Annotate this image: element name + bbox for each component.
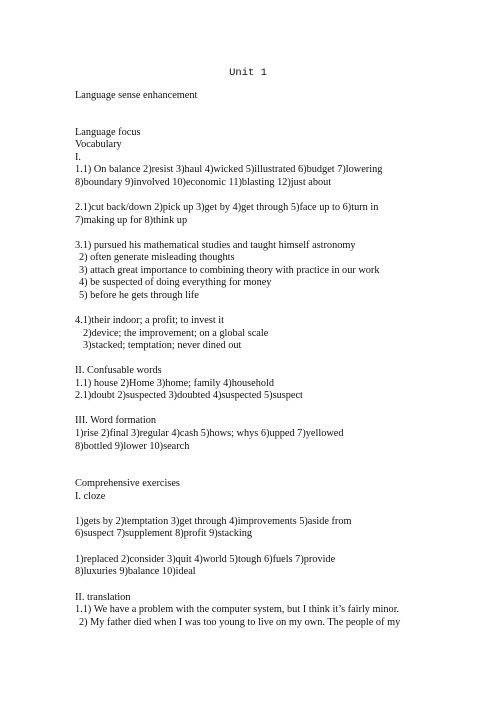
exercise-number: I. xyxy=(75,152,82,163)
answer-line: 1)replaced 2)consider 3)quit 4)world 5)tough 6)fuels 7)provide xyxy=(75,554,336,565)
answer-line: 8)bottled 9)lower 10)search xyxy=(75,441,190,452)
section-heading-language-sense: Language sense enhancement xyxy=(75,90,198,101)
answer-line: 3)stacked; temptation; never dined out xyxy=(83,340,242,351)
answer-line: 2)device; the improvement; on a global scale xyxy=(83,328,269,339)
answer-line: 6)suspect 7)supplement 8)profit 9)stacking xyxy=(75,528,253,539)
answer-line: 4.1)their indoor; a profit; to invest it xyxy=(75,315,224,326)
answer-line: 8)luxuries 9)balance 10)ideal xyxy=(75,566,196,577)
answer-line: 3.1) pursued his mathematical studies and taught himself astronomy xyxy=(75,240,356,251)
answer-line: 7)making up for 8)think up xyxy=(75,215,188,226)
subheading-cloze: I. cloze xyxy=(75,491,106,502)
subheading-translation: II. translation xyxy=(75,592,131,603)
answer-line: 2) My father died when I was too young to live on my own. The people of my xyxy=(79,617,401,628)
answer-line: 2) often generate misleading thoughts xyxy=(79,252,235,263)
answer-line: 4) be suspected of doing everything for money xyxy=(79,277,272,288)
answer-line: 1.1) We have a problem with the computer system, but I think it’s fairly minor. xyxy=(75,604,400,615)
answer-line: 5) before he gets through life xyxy=(79,290,199,301)
answer-line: 2.1)doubt 2)suspected 3)doubted 4)suspected 5)suspect xyxy=(75,390,303,401)
subheading-vocabulary: Vocabulary xyxy=(75,139,122,150)
answer-line: 1)rise 2)final 3)regular 4)cash 5)hows; whys 6)upped 7)yellowed xyxy=(75,428,344,439)
answer-line: 3) attach great importance to combining theory with practice in our work xyxy=(79,265,380,276)
answer-line: 8)boundary 9)involved 10)economic 11)blasting 12)just about xyxy=(75,177,332,188)
page-title: Unit 1 xyxy=(229,67,267,79)
subheading-confusable-words: II. Confusable words xyxy=(75,365,162,376)
answer-line: 1)gets by 2)temptation 3)get through 4)improvements 5)aside from xyxy=(75,516,352,527)
answer-line: 2.1)cut back/down 2)pick up 3)get by 4)get through 5)face up to 6)turn in xyxy=(75,202,379,213)
section-heading-comprehensive: Comprehensive exercises xyxy=(75,478,180,489)
section-heading-language-focus: Language focus xyxy=(75,127,141,138)
answer-line: 1.1) On balance 2)resist 3)haul 4)wicked 5)illustrated 6)budget 7)lowering xyxy=(75,164,383,175)
subheading-word-formation: III. Word formation xyxy=(75,415,157,426)
answer-line: 1.1) house 2)Home 3)home; family 4)household xyxy=(75,378,275,389)
